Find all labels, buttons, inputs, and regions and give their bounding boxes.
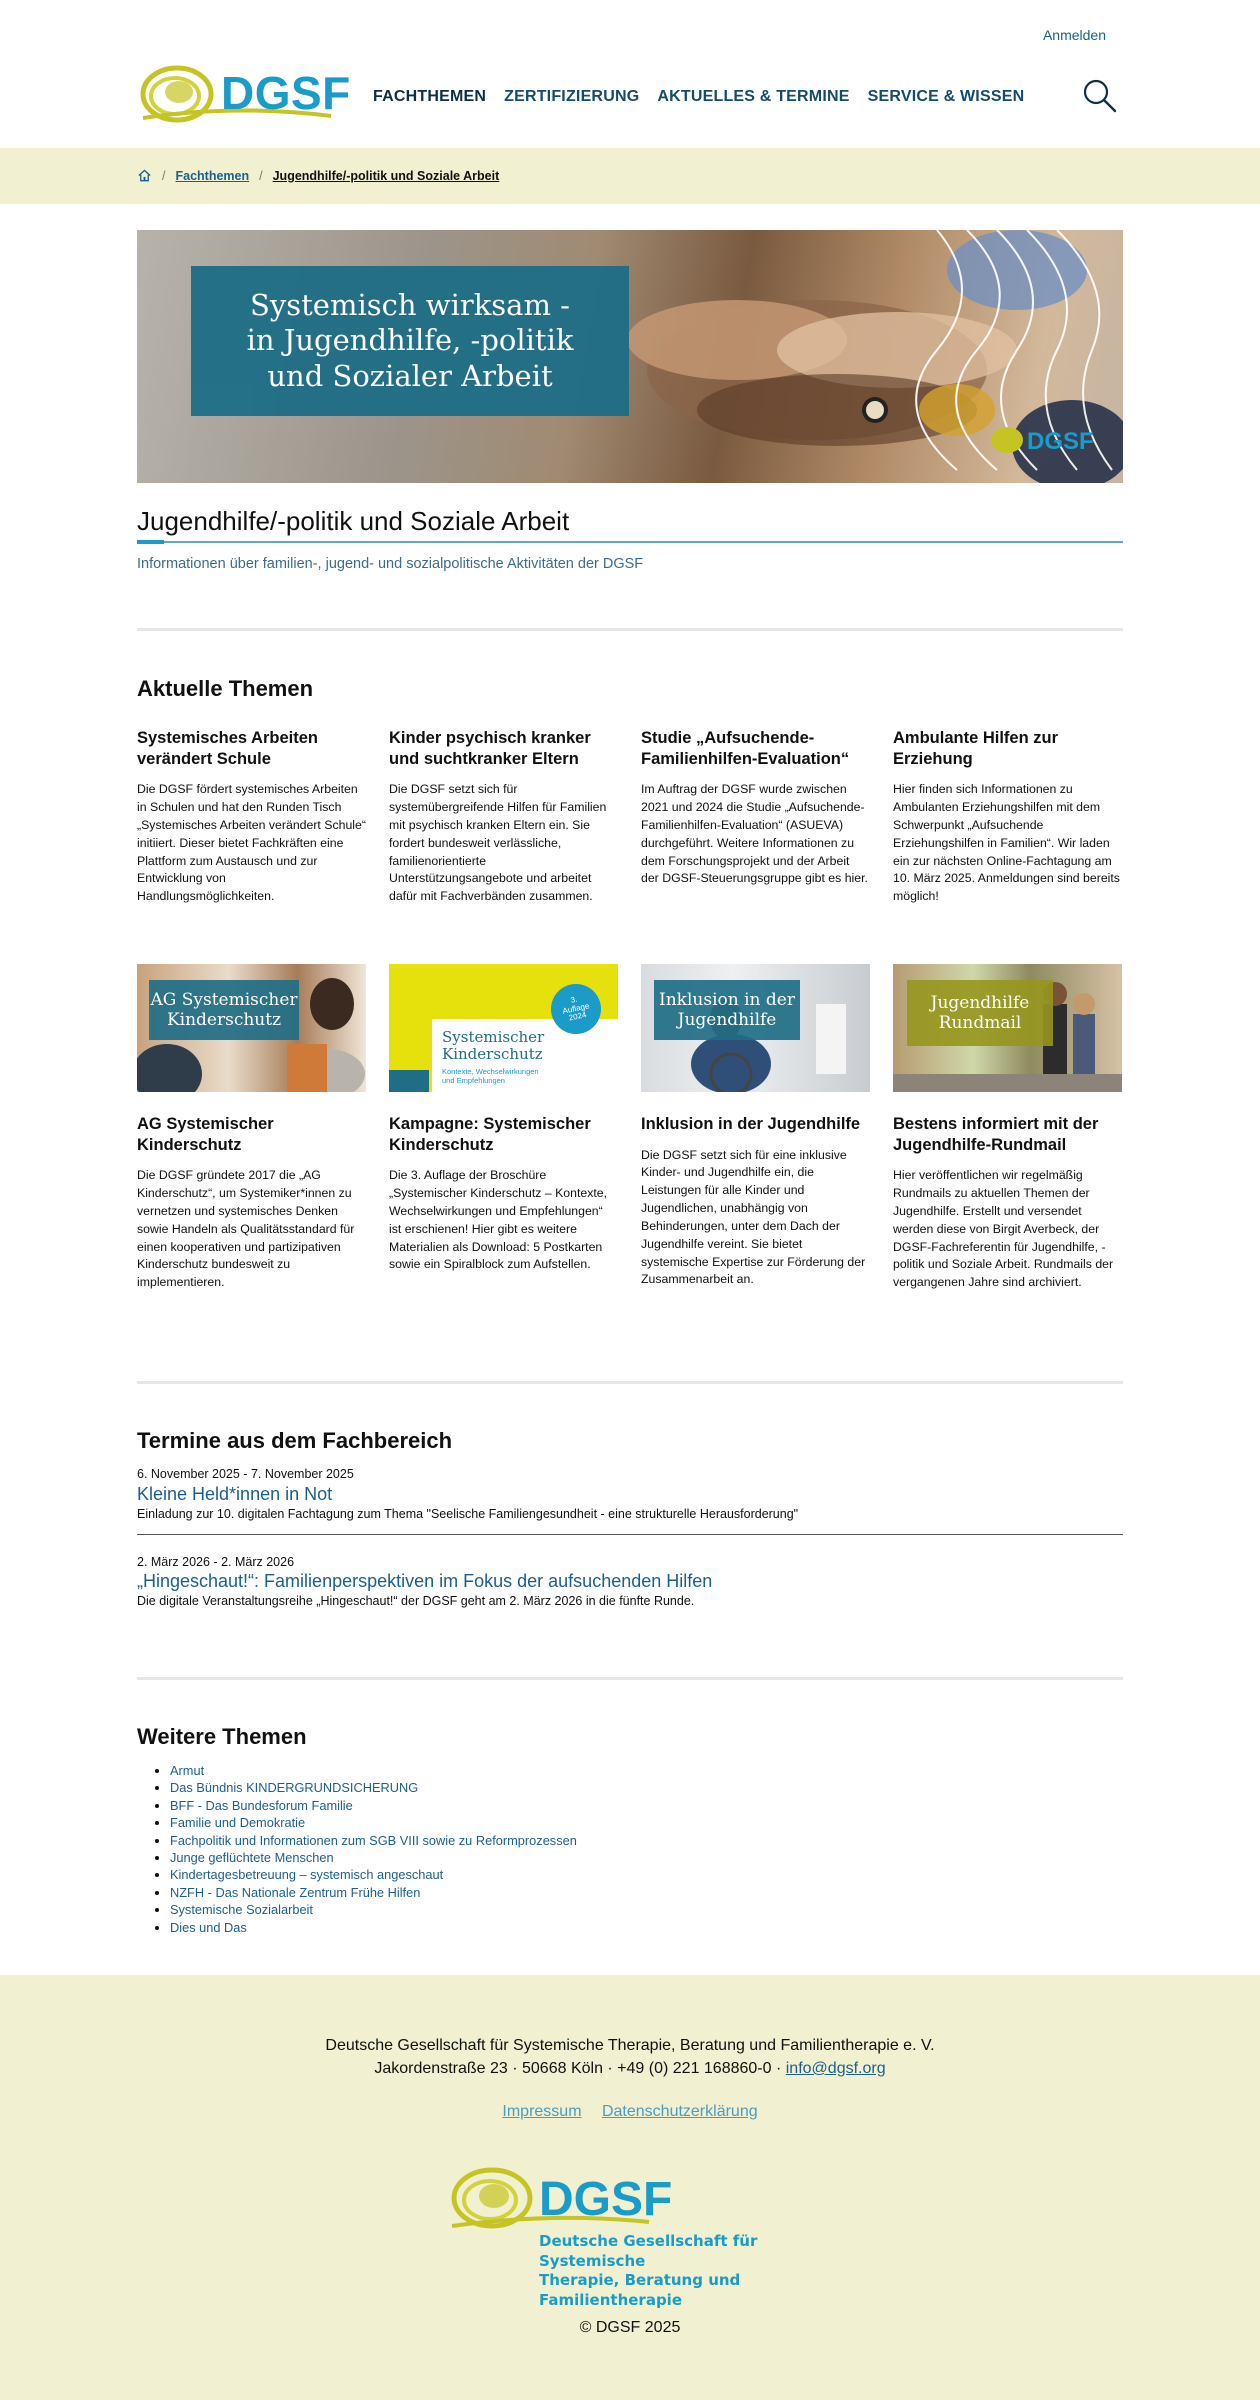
topic-link[interactable]: Fachpolitik und Informationen zum SGB VIII sowie zu Reformprozessen <box>170 1832 577 1848</box>
topic-link[interactable]: NZFH - Das Nationale Zentrum Frühe Hilfen <box>170 1884 421 1900</box>
topic-card[interactable] <box>641 728 870 906</box>
nav-zertifizierung[interactable]: ZERTIFIZIERUNG <box>504 88 640 105</box>
search-icon <box>1080 76 1120 116</box>
topic-thumbnail[interactable] <box>389 964 618 1092</box>
topic-grid-row1 <box>137 728 1123 906</box>
topic-card-text: Die DGSF setzt sich für eine inklusive Kinder- und Jugendhilfe ein, die Leistungen für alle Kinder und Jugendlichen, unabhängig von Behinderungen, unter dem Dach der Jugendhilfe vereint. Sie bietet systemische Expertise zur Förderung der Zusammenarbeit an. <box>641 1147 866 1287</box>
datenschutz-link[interactable]: Datenschutzerklärung <box>601 2103 758 2120</box>
home-icon[interactable] <box>137 168 152 183</box>
topic-link[interactable]: Junge geflüchtete Menschen <box>170 1850 334 1866</box>
thumbnail-label: AG Systemischer Kinderschutz <box>149 980 299 1040</box>
event-description: Die digitale Veranstaltungsreihe „Hingeschaut!“ der DGSF geht am 2. März 2026 in die fünfte Runde. <box>137 1594 695 1608</box>
topic-card-text: Die 3. Auflage der Broschüre „Systemischer Kinderschutz – Kontexte, Wechselwirkungen und Empfehlungen“ ist erschienen! Hier gibt es weitere Materialien als Download: 5 Postkarten sowie ein Spiralblock zum Aufstellen. <box>389 1168 608 1272</box>
event-date: 6. November 2025 - 7. November 2025 <box>137 1467 354 1481</box>
topic-thumbnail[interactable] <box>893 964 1122 1092</box>
nav-service-wissen[interactable]: SERVICE & WISSEN <box>867 88 1025 105</box>
footer-address <box>0 2060 1260 2078</box>
topic-thumbnail[interactable] <box>137 964 366 1092</box>
topic-card-text: Im Auftrag der DGSF wurde zwischen 2021 und 2024 die Studie „Aufsuchende-Familienhilfen-Evaluation“ (ASUEVA) durchgeführt. Weitere Informationen zu dem Forschungsprojekt und der Arbeit der DGSF-Steuerungsgruppe gibt es hier. <box>641 782 868 886</box>
page-subtitle: Informationen über familien-, jugend- und sozialpolitische Aktivitäten der DGSF <box>137 556 644 572</box>
topic-card[interactable] <box>389 728 618 906</box>
list-item <box>170 1849 577 1866</box>
site-header <box>0 0 1260 148</box>
footer-logo-wordmark: DGSF <box>539 2173 673 2226</box>
weitere-themen-heading: Weitere Themen <box>137 1724 307 1749</box>
main-nav <box>373 88 1024 106</box>
nav-fachthemen[interactable]: FACHTHEMEN <box>373 88 487 105</box>
thumbnail-booktitle: Systemischer Kinderschutz <box>442 1028 545 1063</box>
event-title[interactable]: Kleine Held*innen in Not <box>137 1484 333 1504</box>
topic-link[interactable]: Das Bündnis KINDERGRUNDSICHERUNG <box>170 1780 419 1796</box>
thumbnail-label: Inklusion in der Jugendhilfe <box>654 980 800 1040</box>
topic-card[interactable] <box>137 964 366 1292</box>
section-divider <box>137 1677 1123 1680</box>
thumbnail-booksubtitle: Kontexte, Wechselwirkungen und Empfehlungen <box>442 1067 539 1085</box>
footer-logo[interactable] <box>444 2164 824 2309</box>
title-underline-accent <box>137 540 164 544</box>
topic-card-title[interactable]: Inklusion in der Jugendhilfe <box>641 1115 861 1133</box>
topic-link[interactable]: Systemische Sozialarbeit <box>170 1902 313 1918</box>
page-title: Jugendhilfe/-politik und Soziale Arbeit <box>137 506 570 536</box>
dgsf-logo[interactable] <box>135 60 351 130</box>
topic-link[interactable]: Familie und Demokratie <box>170 1815 306 1831</box>
list-item <box>170 1762 577 1779</box>
list-item <box>170 1884 577 1901</box>
topic-card[interactable] <box>893 728 1122 906</box>
login-link[interactable]: Anmelden <box>1042 27 1106 43</box>
thumbnail-card <box>432 1019 618 1092</box>
nav-aktuelles-termine[interactable]: AKTUELLES & TERMINE <box>657 88 850 105</box>
event-date: 2. März 2026 - 2. März 2026 <box>137 1555 295 1569</box>
weitere-themen-list <box>170 1762 577 1936</box>
hero-banner <box>137 230 1123 483</box>
topic-card-title[interactable]: Kinder psychisch kranker und suchtkranker Eltern <box>389 729 591 768</box>
topic-card-title[interactable]: Studie „Aufsuchende-Familienhilfen-Evaluation“ <box>641 729 850 768</box>
topic-card-text: Die DGSF fördert systemisches Arbeiten in Schulen und hat den Runden Tisch „Systemisches Arbeiten verändert Schule“ initiiert. Dieser bietet Fachkräften eine Plattform zum Austausch und zur Entwicklung von Handlungsmöglichkeiten. <box>137 782 366 904</box>
site-footer <box>0 1975 1260 2400</box>
topic-link[interactable]: BFF - Das Bundesforum Familie <box>170 1797 353 1813</box>
topic-grid-row2 <box>137 964 1123 1292</box>
list-item <box>170 1797 577 1814</box>
footer-copyright: © DGSF 2025 <box>579 2319 681 2336</box>
topic-link[interactable]: Dies und Das <box>170 1919 247 1935</box>
breadcrumb-current[interactable]: Jugendhilfe/-politik und Soziale Arbeit <box>272 168 500 183</box>
hero-title-box <box>191 266 629 416</box>
section-divider <box>137 1381 1123 1384</box>
event-description: Einladung zur 10. digitalen Fachtagung zum Thema "Seelische Familiengesundheit - eine strukturelle Herausforderung" <box>137 1507 799 1521</box>
event-title[interactable]: „Hingeschaut!“: Familienperspektiven im Fokus der aufsuchenden Hilfen <box>137 1571 713 1591</box>
topic-thumbnail[interactable] <box>641 964 870 1092</box>
topic-card[interactable] <box>137 728 366 906</box>
topic-card-text: Die DGSF gründete 2017 die „AG Kinderschutz“, um Systemiker*innen zu vernetzen und systemisches Denken sowie Handeln als Qualitätsstandard für einen kooperativen und partizipativen Kinderschutz bundesweit zu implementieren. <box>137 1168 355 1290</box>
breadcrumb-fachthemen[interactable]: Fachthemen <box>175 168 250 183</box>
list-item <box>170 1866 577 1883</box>
footer-logo-subtitle: Deutsche Gesellschaft für Systemische Therapie, Beratung und Familientherapie <box>539 2232 758 2309</box>
topic-card-title[interactable]: Bestens informiert mit der Jugendhilfe-Rundmail <box>893 1115 1099 1154</box>
list-item <box>170 1901 577 1918</box>
topic-card-text: Hier finden sich Informationen zu Ambulanten Erziehungshilfen mit dem Schwerpunkt „Aufsuchende Erziehungshilfen in Familien“. Wir laden ein zur nächsten Online-Fachtagung am 10. März 2025. Anmeldungen sind bereits möglich! <box>893 782 1120 904</box>
topic-card[interactable] <box>893 964 1122 1292</box>
aktuelle-themen-heading: Aktuelle Themen <box>137 676 314 701</box>
list-item <box>170 1919 577 1936</box>
hero-title: Systemisch wirksam - in Jugendhilfe, -politik und Sozialer Arbeit <box>246 287 574 393</box>
list-item <box>170 1832 577 1849</box>
footer-links <box>0 2103 1260 2121</box>
topic-card-text: Die DGSF setzt sich für systemübergreifende Hilfen für Familien mit psychisch kranken Eltern ein. Sie fordert bundesweit verlässliche, familienorientierte Unterstützungsangebote und arbeitet dafür mit Fachverbänden zusammen. <box>389 782 607 904</box>
topic-link[interactable]: Kindertagesbetreuung – systemisch angeschaut <box>170 1867 444 1883</box>
thumbnail-label: Jugendhilfe Rundmail <box>907 980 1053 1046</box>
hero-logo: DGSF <box>1027 428 1094 455</box>
footer-email-link[interactable]: info@dgsf.org <box>785 2060 886 2077</box>
breadcrumb-separator: / <box>259 168 263 183</box>
footer-organization: Deutsche Gesellschaft für Systemische Therapie, Beratung und Familientherapie e. V. <box>325 2037 935 2054</box>
topic-card-title[interactable]: Ambulante Hilfen zur Erziehung <box>893 729 1059 768</box>
list-item <box>170 1779 577 1796</box>
breadcrumb-separator: / <box>162 168 166 183</box>
breadcrumb-bar <box>0 148 1260 204</box>
section-divider <box>137 628 1123 631</box>
breadcrumb <box>137 168 499 183</box>
topic-card-title[interactable]: Systemisches Arbeiten verändert Schule <box>137 729 318 768</box>
thumbnail-accent <box>389 1070 429 1092</box>
termine-heading: Termine aus dem Fachbereich <box>137 1428 453 1453</box>
topic-card-title[interactable]: AG Systemischer Kinderschutz <box>137 1115 274 1154</box>
topic-link[interactable]: Armut <box>170 1763 205 1778</box>
title-underline <box>137 541 1123 543</box>
topic-card[interactable] <box>389 964 618 1292</box>
list-item <box>170 1814 577 1831</box>
footer-address-text: Jakordenstraße 23 · 50668 Köln · +49 (0) 221 168860-0 · <box>374 2060 786 2077</box>
topic-card-title[interactable]: Kampagne: Systemischer Kinderschutz <box>389 1115 591 1154</box>
topic-card[interactable] <box>641 964 870 1292</box>
impressum-link[interactable]: Impressum <box>502 2103 582 2120</box>
search-button[interactable] <box>1080 76 1120 116</box>
edition-badge-text: 3. Auflage 2024 <box>561 994 591 1023</box>
event-separator <box>137 1534 1123 1535</box>
logo-wordmark: DGSF <box>221 67 351 119</box>
topic-card-text: Hier veröffentlichen wir regelmäßig Rundmails zu aktuellen Themen der Jugendhilfe. Erstellt und versendet werden diese von Birgit Averbeck, der DGSF-Fachreferentin für Jugendhilfe, -politik und Soziale Arbeit. Rundmails der vergangenen Jahre sind archiviert. <box>893 1168 1114 1290</box>
